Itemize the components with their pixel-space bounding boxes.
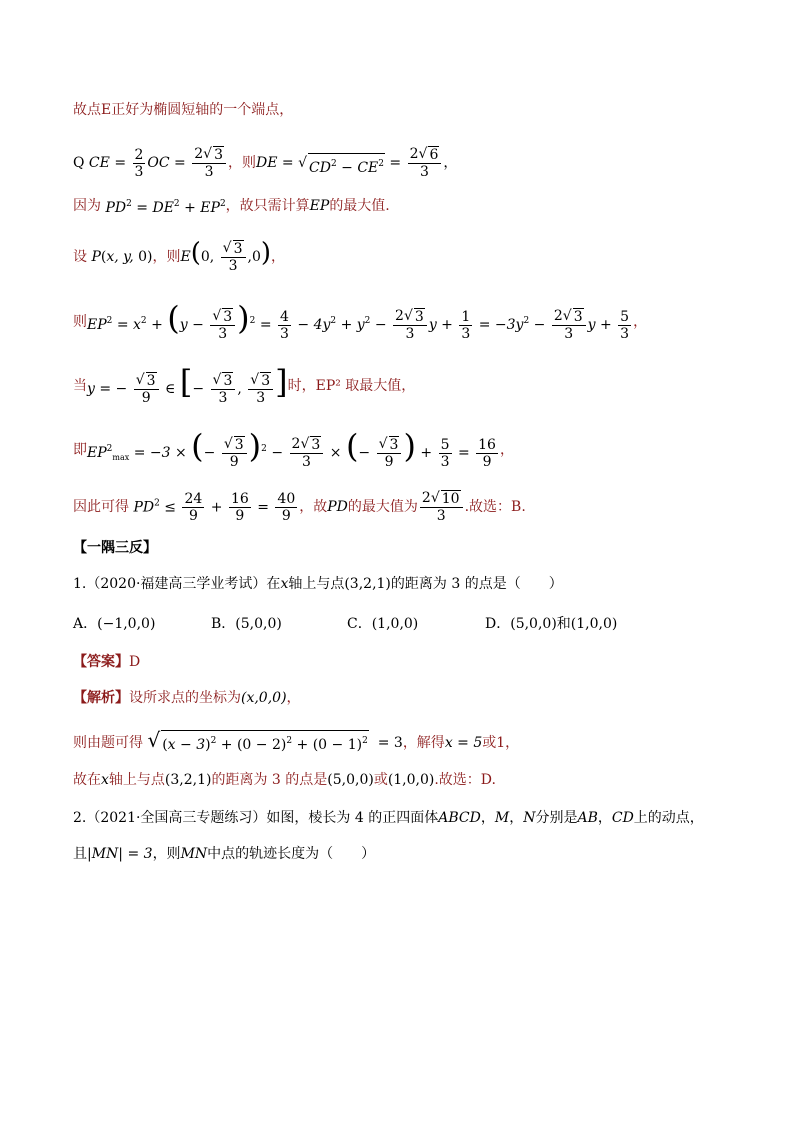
text-ep-max: EP² 取最大值， (315, 378, 416, 394)
analysis-tag: 【解析】 (73, 690, 129, 706)
comma-4: ， (499, 442, 514, 458)
analysis-3-or: 或 (373, 772, 388, 788)
analysis-3-x: x (101, 772, 109, 788)
section-heading (73, 538, 754, 558)
text-max-is: 的最大值为 (347, 499, 418, 515)
solution-line-7 (73, 427, 754, 470)
option-d-and: 和 (556, 616, 571, 632)
comma: ， (443, 155, 458, 171)
text-when-end: 时， (287, 378, 316, 394)
q1-prefix: 1.（2020·福建高三学业考试）在 (73, 576, 281, 592)
comma-3: ， (633, 314, 648, 330)
q2-comma-3: ， (597, 810, 612, 826)
comma-2: ， (271, 249, 286, 265)
text-let: 设 (73, 249, 87, 265)
text-choose-b: .故选：B. (464, 499, 526, 515)
analysis-2-one: 1， (496, 734, 520, 751)
analysis-comma: ， (286, 690, 301, 706)
question-1-options (73, 614, 754, 634)
solution-line-6 (73, 363, 754, 406)
formula-pd2: $PD^2 = DE^2 + EP^2$ (101, 199, 226, 216)
option-b[interactable] (211, 614, 347, 634)
q2-then: ，则 (152, 846, 181, 862)
label-ep: EP (309, 198, 330, 214)
q2-ab: AB (577, 810, 598, 826)
formula-e: E(0, √ 3 3 ,0) (180, 238, 272, 274)
analysis-3-p1: (5,0,0) (327, 772, 374, 788)
solution-line-4 (73, 240, 754, 274)
q2-trajectory: 中点的轨迹长度为（ ） (207, 846, 376, 862)
q2-mn: MN (180, 846, 208, 862)
text-when: 当 (73, 378, 87, 394)
formula-pd-bound: $PD^2$ ≤ $\frac{24}{9}$ + $\frac{16}{9}$ = $\frac{40}{9}$ (129, 490, 296, 524)
q2-mn-condition: |MN| = 3 (87, 846, 153, 862)
answer-line (73, 652, 754, 672)
analysis-2-prefix: 则由题可得 (73, 734, 143, 751)
formula-ce: CE = $\frac{2}{3}$ OC = 2 √ 3 3 (84, 146, 228, 180)
question-2-line-1 (73, 808, 754, 828)
q2-abcd: ABCD (438, 810, 481, 826)
solution-line-1 (73, 100, 754, 120)
formula-p: P(x, y, 0) (87, 249, 153, 265)
option-b-value: (5,0,0) (235, 616, 282, 632)
option-d-value-2: (1,0,0) (570, 616, 618, 632)
option-d-label: D． (485, 616, 511, 632)
analysis-text-1: 设所求点的坐标为 (129, 690, 241, 706)
option-c-label: C． (347, 616, 372, 632)
q1-mid: 轴上与点 (288, 576, 345, 592)
solution-line-2 (73, 146, 754, 180)
formula-ep2: $EP^2 = x^2 + (y$ − √ 3 3 )$^2$ = $\frac{4}{3}$ − $4y^2 + y^2$ − 2 √ 3 3 y + $\frac{1}{3}$ = $-3y^2$ − 2 √ 3 3 y + $\frac{5}{3}$ (87, 299, 630, 342)
text-then: ，则 (228, 155, 257, 171)
q2-moving-points: 上的动点， (633, 810, 704, 826)
label-pd: PD (327, 499, 348, 515)
section-title: 【一隅三反】 (73, 540, 157, 556)
analysis-2-solve: ，解得 (402, 734, 445, 751)
text-endpoint: 故点E正好为椭圆短轴的一个端点， (73, 102, 294, 118)
analysis-line-2 (73, 730, 754, 755)
analysis-2-x: x = 5 (444, 734, 483, 751)
formula-ep-max: $EP^2_{max} = -3$ × (− √ 3 9 )$^2$ − 2 √ 3 3 × (− √ 3 9 ) + $\frac{5}{3}$ = $\frac{16}{9}$ (87, 427, 496, 470)
q2-comma-1: ， (480, 810, 495, 826)
q2-prefix: 2.（2021·全国高三专题练习）如图，棱长为 4 的正四面体 (73, 810, 439, 826)
analysis-3-p2: (1,0,0) (387, 772, 435, 788)
text-max: 的最大值. (329, 198, 390, 214)
analysis-point: (x,0,0) (241, 690, 287, 706)
formula-distance: √ $(x - 3)^2 + (0 - 2)^2 + (0 - 1)^2$ = 3 (147, 728, 403, 753)
text-only-compute: ，故只需计算 (225, 198, 310, 214)
option-c[interactable] (347, 614, 485, 634)
formula-pd-max: 2 √ 10 3 (418, 490, 465, 524)
option-b-label: B． (211, 616, 236, 632)
analysis-3-mid: 轴上与点 (108, 772, 165, 788)
analysis-3-end: .故选：D. (434, 772, 496, 788)
question-2-line-2 (73, 844, 754, 864)
q2-comma-2: ， (509, 810, 524, 826)
text-so: ，故 (299, 499, 328, 515)
option-d-value-1: (5,0,0) (510, 616, 557, 632)
option-c-value: (1,0,0) (371, 616, 419, 632)
analysis-3-point: (3,2,1) (164, 772, 212, 788)
answer-value: D (129, 654, 141, 670)
text-because: 因为 (73, 198, 101, 214)
analysis-line-1 (73, 688, 754, 708)
q2-m: M (494, 810, 510, 826)
option-a-label: A． (73, 616, 98, 632)
q2-respectively: 分别是 (535, 810, 578, 826)
text-hence: 因此可得 (73, 499, 129, 515)
text-namely: 即 (73, 442, 87, 458)
q1-point: (3,2,1) (344, 576, 391, 592)
q2-n: N (523, 810, 536, 826)
analysis-line-3 (73, 770, 754, 790)
solution-line-3 (73, 194, 754, 218)
option-a[interactable] (73, 614, 211, 634)
therefore-symbol: Q (73, 155, 85, 171)
formula-y-value: y = − √ 3 9 ∈ [− √ 3 3 , √ 3 3 ] (87, 363, 288, 406)
option-a-value: (−1,0,0) (97, 616, 156, 632)
question-1 (73, 574, 754, 594)
option-d[interactable] (485, 614, 617, 634)
q1-end: 的距离为 3 的点是（ ） (390, 576, 563, 592)
analysis-2-or: 或 (482, 734, 497, 751)
text-then-3: 则 (73, 314, 87, 330)
q1-x: x (280, 576, 289, 592)
analysis-3-mid2: 的距离为 3 的点是 (211, 772, 328, 788)
q2-cd: CD (611, 810, 634, 826)
q2-and: 且 (73, 846, 87, 862)
answer-tag: 【答案】 (73, 654, 129, 670)
analysis-3-prefix: 故在 (73, 772, 101, 788)
text-then-2: ，则 (152, 249, 181, 265)
solution-line-5 (73, 299, 754, 342)
solution-line-8 (73, 490, 754, 524)
formula-de: DE = √ $CD^2 - CE^2$ = 2 √ 6 3 (256, 146, 443, 180)
